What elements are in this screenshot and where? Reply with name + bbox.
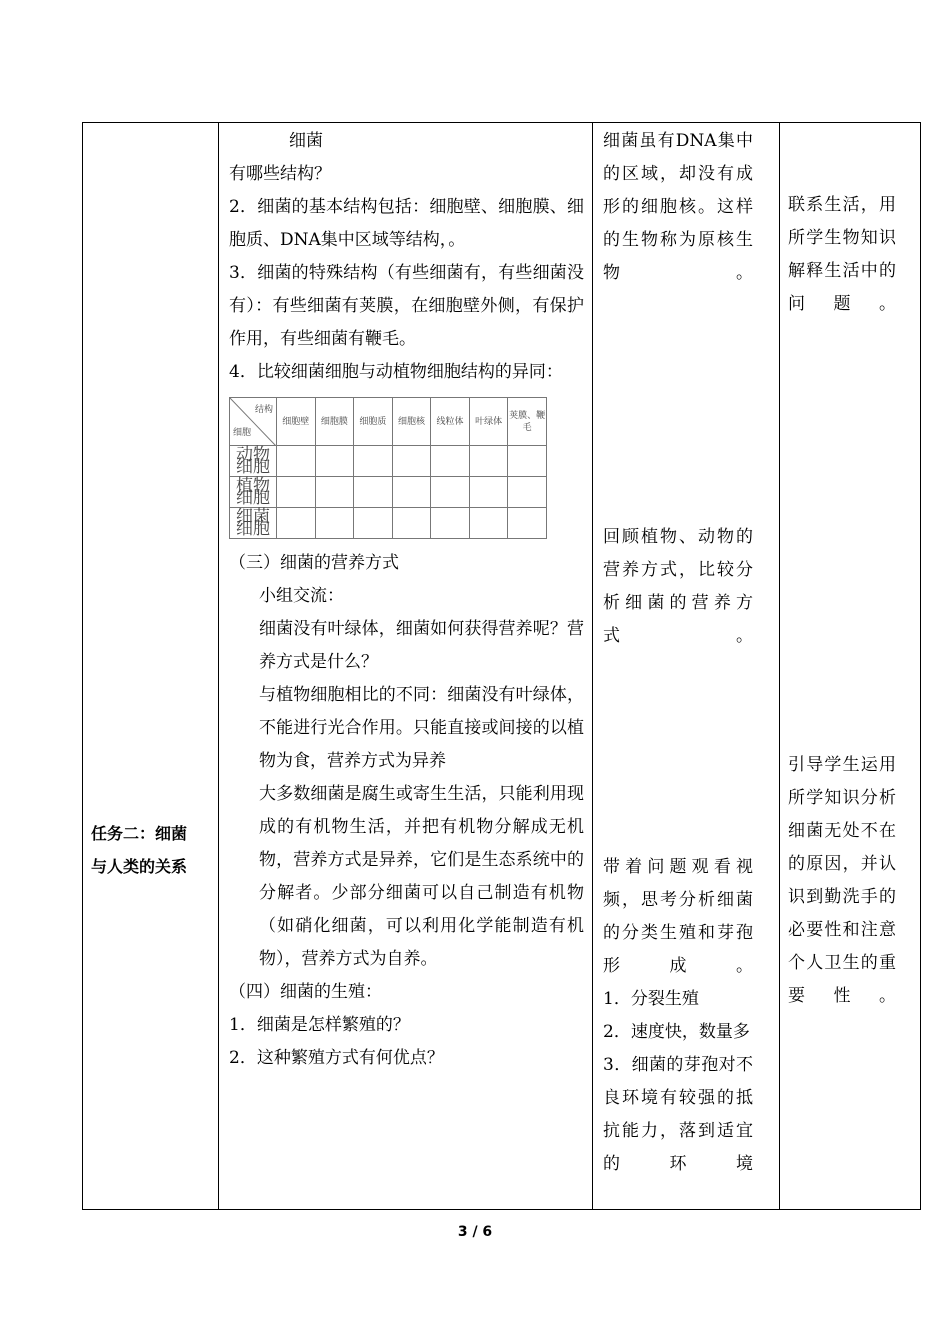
student-activity-cell bbox=[593, 123, 780, 1210]
comparison-table bbox=[229, 397, 547, 539]
comparison-row-label: 动物细胞 bbox=[230, 446, 277, 477]
comparison-empty-cell bbox=[277, 508, 316, 539]
comparison-empty-cell bbox=[431, 477, 470, 508]
comparison-empty-cell bbox=[431, 446, 470, 477]
comparison-empty-cell bbox=[392, 446, 431, 477]
comparison-empty-cell bbox=[508, 477, 547, 508]
student-block bbox=[603, 521, 753, 653]
comparison-header-row bbox=[230, 398, 547, 446]
paragraph: 2．细菌的基本结构包括：细胞壁、细胞膜、细胞质、DNA集中区域等结构，。 bbox=[229, 197, 584, 250]
page-number: 3 / 6 bbox=[457, 1224, 493, 1240]
diagonal-header-cell bbox=[230, 398, 277, 446]
task-title bbox=[91, 817, 215, 883]
comparison-empty-cell bbox=[315, 477, 354, 508]
student-block bbox=[603, 125, 753, 290]
comparison-row bbox=[230, 508, 547, 539]
intent-block bbox=[788, 189, 896, 321]
paragraph: 细菌没有叶绿体，细菌如何获得营养呢？营养方式是什么？ bbox=[259, 619, 584, 672]
lesson-plan-table bbox=[82, 122, 921, 1210]
section-heading: （四）细菌的生殖： bbox=[229, 982, 382, 1002]
comparison-empty-cell bbox=[315, 508, 354, 539]
comparison-row bbox=[230, 477, 547, 508]
student-text: 细菌虽有DNA集中的区域，却没有成形的细胞核。这样的生物称为原核生物。 bbox=[603, 131, 753, 283]
content-cell bbox=[219, 123, 593, 1210]
corner-top-label: 结构 bbox=[254, 405, 273, 415]
comparison-column-header: 细胞核 bbox=[392, 398, 431, 446]
comparison-empty-cell bbox=[469, 477, 508, 508]
student-block bbox=[603, 851, 753, 1181]
paragraph: 有哪些结构？ bbox=[229, 164, 331, 184]
comparison-column-header: 细胞质 bbox=[354, 398, 393, 446]
comparison-row-label: 细菌细胞 bbox=[230, 508, 277, 539]
comparison-empty-cell bbox=[392, 477, 431, 508]
student-text: 3．细菌的芽孢对不良环境有较强的抵抗能力，落到适宜的环境 bbox=[603, 1055, 753, 1174]
task-cell bbox=[83, 123, 219, 1210]
paragraph: 小组交流： bbox=[259, 586, 344, 606]
comparison-empty-cell bbox=[354, 508, 393, 539]
comparison-empty-cell bbox=[354, 477, 393, 508]
table-row bbox=[83, 123, 921, 1210]
student-text: 回顾植物、动物的营养方式，比较分析细菌的营养方式。 bbox=[603, 527, 753, 646]
paragraph: 3．细菌的特殊结构（有些细菌有，有些细菌没有）：有些细菌有荚膜，在细胞壁外侧，有保护作用，有些细菌有鞭毛。 bbox=[229, 263, 584, 349]
design-intent-cell bbox=[780, 123, 921, 1210]
comparison-empty-cell bbox=[508, 508, 547, 539]
paragraph: 细菌 bbox=[289, 131, 323, 151]
comparison-empty-cell bbox=[469, 508, 508, 539]
corner-bottom-label: 细胞 bbox=[233, 428, 252, 438]
comparison-table-figure bbox=[229, 397, 584, 539]
intent-text: 引导学生运用所学知识分析细菌无处不在的原因，并认识到勤洗手的必要性和注意个人卫生的重要性。 bbox=[788, 755, 896, 1006]
paragraph: 2．这种繁殖方式有何优点？ bbox=[229, 1048, 444, 1068]
intent-text: 联系生活，用所学生物知识解释生活中的问题。 bbox=[788, 195, 896, 314]
comparison-empty-cell bbox=[469, 446, 508, 477]
comparison-column-header: 细胞膜 bbox=[315, 398, 354, 446]
comparison-column-header: 线粒体 bbox=[431, 398, 470, 446]
comparison-column-header: 叶绿体 bbox=[469, 398, 508, 446]
intent-block bbox=[788, 749, 896, 1013]
student-text: 带着问题观看视频，思考分析细菌的分类生殖和芽孢形成。 bbox=[603, 857, 753, 976]
comparison-column-header: 细胞壁 bbox=[277, 398, 316, 446]
student-text: 2．速度快，数量多 bbox=[603, 1022, 750, 1042]
task-title-line2: 与人类的关系 bbox=[91, 857, 188, 876]
comparison-empty-cell bbox=[392, 508, 431, 539]
comparison-empty-cell bbox=[315, 446, 354, 477]
section-heading: （三）细菌的营养方式 bbox=[229, 553, 399, 573]
task-title-line1: 任务二：细菌 bbox=[91, 824, 188, 843]
comparison-row-label: 植物细胞 bbox=[230, 477, 277, 508]
paragraph: 大多数细菌是腐生或寄生生活，只能利用现成的有机物生活，并把有机物分解成无机物，营养方式是异养，它们是生态系统中的分解者。少部分细菌可以自己制造有机物（如硝化细菌，可以利用化学能制造有机物），营养方式为自养。 bbox=[259, 784, 584, 969]
comparison-row bbox=[230, 446, 547, 477]
comparison-empty-cell bbox=[277, 477, 316, 508]
comparison-empty-cell bbox=[431, 508, 470, 539]
paragraph: 与植物细胞相比的不同：细菌没有叶绿体，不能进行光合作用。只能直接或间接的以植物为食，营养方式为异养 bbox=[259, 685, 584, 771]
comparison-empty-cell bbox=[277, 446, 316, 477]
comparison-column-header: 荚膜、鞭毛 bbox=[508, 398, 547, 446]
comparison-empty-cell bbox=[508, 446, 547, 477]
comparison-empty-cell bbox=[354, 446, 393, 477]
student-text: 1．分裂生殖 bbox=[603, 989, 699, 1009]
paragraph: 1．细菌是怎样繁殖的？ bbox=[229, 1015, 410, 1035]
paragraph: 4．比较细菌细胞与动植物细胞结构的异同： bbox=[229, 362, 563, 382]
